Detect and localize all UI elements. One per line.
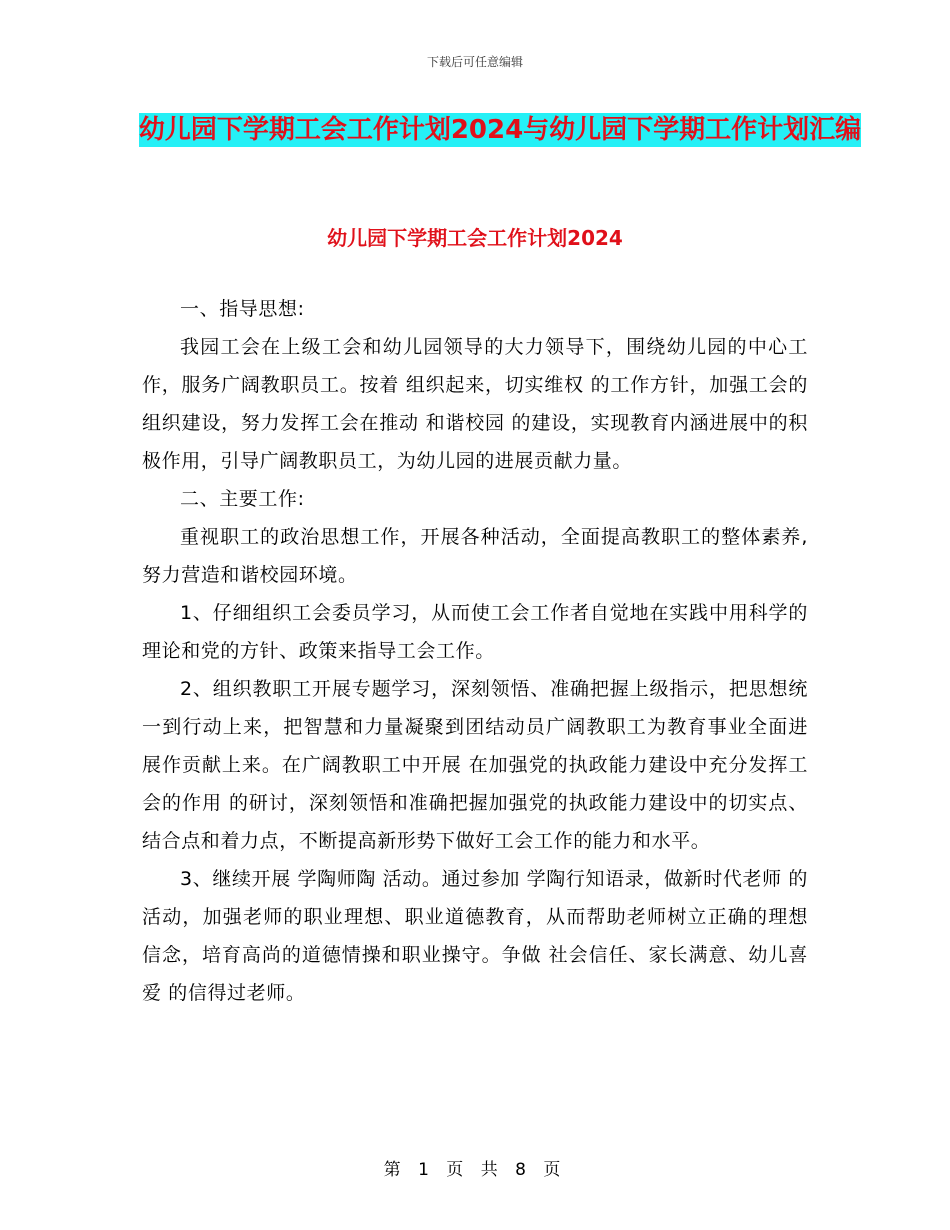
heading-guiding-ideology: 一、指导思想: [180, 298, 305, 320]
list-item: 2、组织教职工开展专题学习，深刻领悟、准确把握上级指示，把思想统一到行动上来，把智慧和力量凝聚到团结动员广阔教职工为教育事业全面进展作贡献上来。在广阔教职工中开展 在加强党的执政能力建设中充分发挥工会的作用 的研讨，深刻领悟和准确把握加强党的执政能力建设中的切实点、结合点和着力点，不断提高新形势下做好工会工作的能力和水平。 [142, 678, 808, 852]
page-footer: 第 1 页 共 8 页 [383, 1160, 567, 1180]
list-item: 1、仔细组织工会委员学习，从而使工会工作者自觉地在实践中用科学的理论和党的方针、政策来指导工会工作。 [142, 602, 808, 662]
section-title: 幼儿园下学期工会工作计划2024 [327, 226, 623, 250]
document-title-text: 幼儿园下学期工会工作计划2024与幼儿园下学期工作计划汇编 [138, 115, 862, 145]
body-content [142, 290, 808, 1012]
document-title [130, 108, 870, 152]
heading-main-work: 二、主要工作: [180, 488, 305, 510]
paragraph: 我园工会在上级工会和幼儿园领导的大力领导下，围绕幼儿园的中心工作，服务广阔教职员工。按着 组织起来，切实维权 的工作方针，加强工会的组织建设，努力发挥工会在推动 和谐校园 的建设，实现教育内涵进展中的积极作用，引导广阔教职员工，为幼儿园的进展贡献力量。 [142, 336, 808, 472]
paragraph: 重视职工的政治思想工作，开展各种活动，全面提高教职工的整体素养,努力营造和谐校园环境。 [142, 526, 808, 586]
list-item: 3、继续开展 学陶师陶 活动。通过参加 学陶行知语录，做新时代老师 的活动，加强老师的职业理想、职业道德教育，从而帮助老师树立正确的理想信念，培育高尚的道德情操和职业操守。争做 社会信任、家长满意、幼儿喜爱 的信得过老师。 [142, 868, 808, 1004]
header-note: 下载后可任意编辑 [426, 55, 523, 69]
